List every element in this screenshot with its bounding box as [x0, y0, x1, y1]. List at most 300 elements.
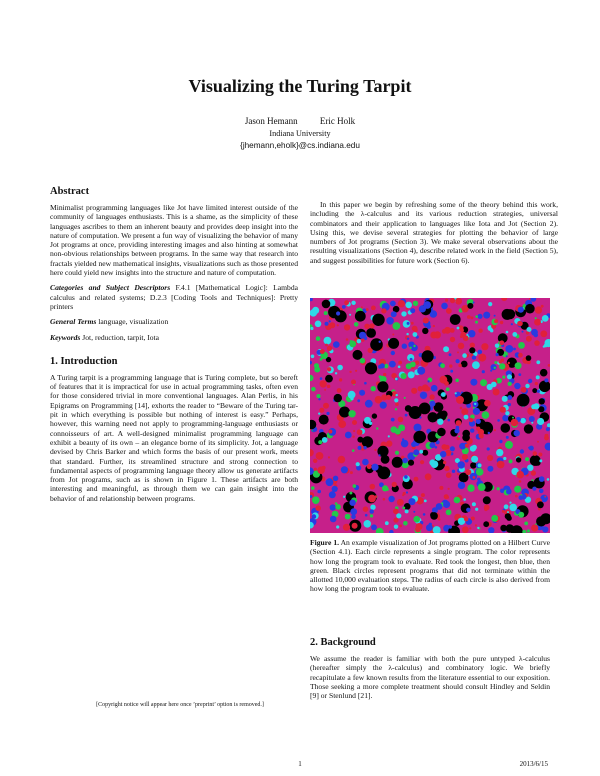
program-circle — [315, 321, 322, 328]
program-circle — [401, 440, 409, 448]
program-circle — [502, 309, 513, 320]
program-circle — [455, 298, 462, 305]
affiliation: Indiana University — [269, 129, 331, 138]
program-circle — [534, 319, 541, 326]
program-circle — [514, 430, 520, 436]
program-circle — [395, 428, 401, 434]
program-circle — [506, 489, 512, 495]
program-circle — [386, 440, 392, 446]
program-circle — [414, 328, 418, 332]
program-circle — [393, 509, 399, 515]
program-circle — [457, 327, 460, 330]
program-circle — [494, 319, 498, 323]
program-circle — [316, 394, 320, 398]
program-circle — [360, 358, 366, 364]
program-circle — [507, 395, 512, 400]
program-circle — [447, 496, 449, 498]
author-list — [0, 116, 600, 126]
program-circle — [517, 321, 523, 327]
program-circle — [355, 311, 366, 322]
program-circle — [534, 340, 540, 346]
keywords-block — [50, 333, 298, 342]
program-circle — [466, 508, 470, 512]
program-circle — [528, 379, 532, 383]
program-circle — [419, 403, 431, 415]
program-circle — [318, 413, 320, 415]
program-circle — [424, 500, 427, 503]
program-circle — [488, 302, 492, 306]
program-circle — [389, 361, 396, 368]
program-circle — [352, 449, 355, 452]
program-circle — [425, 473, 432, 480]
program-circle — [511, 323, 513, 325]
program-circle — [443, 461, 446, 464]
program-circle — [404, 475, 408, 479]
program-circle — [364, 382, 367, 385]
program-circle — [515, 495, 518, 498]
program-circle — [344, 324, 350, 330]
keywords-label: Keywords — [50, 332, 81, 342]
program-circle — [320, 377, 323, 380]
program-circle — [356, 462, 360, 466]
program-circle — [352, 523, 358, 529]
program-circle — [371, 524, 377, 530]
program-circle — [317, 490, 321, 494]
program-circle — [362, 436, 373, 447]
program-circle — [494, 367, 496, 369]
program-circle — [350, 471, 353, 474]
general-terms-text: language, visualization — [98, 317, 169, 327]
program-circle — [398, 361, 402, 365]
program-circle — [477, 314, 482, 319]
program-circle — [406, 333, 408, 335]
program-circle — [497, 487, 500, 490]
program-circle — [440, 451, 446, 457]
program-circle — [439, 486, 443, 490]
program-circle — [512, 332, 517, 337]
program-circle — [521, 387, 527, 393]
program-circle — [394, 398, 398, 402]
program-circle — [383, 373, 386, 376]
program-circle — [413, 516, 420, 523]
program-circle — [350, 397, 353, 400]
program-circle — [505, 411, 509, 415]
program-circle — [537, 418, 544, 425]
program-circle — [508, 382, 512, 386]
program-circle — [405, 414, 408, 417]
program-circle — [514, 383, 520, 389]
program-circle — [500, 525, 507, 532]
program-circle — [487, 384, 493, 390]
program-circle — [454, 428, 459, 433]
program-circle — [508, 403, 511, 406]
program-circle — [494, 361, 497, 364]
program-circle — [335, 372, 337, 374]
program-circle — [477, 527, 479, 529]
program-circle — [463, 498, 466, 501]
program-circle — [333, 341, 340, 348]
program-circle — [430, 332, 437, 339]
program-circle — [475, 508, 478, 511]
program-circle — [519, 495, 524, 500]
program-circle — [352, 436, 354, 438]
program-circle — [525, 457, 529, 461]
program-circle — [337, 365, 343, 371]
program-circle — [337, 388, 342, 393]
program-circle — [530, 455, 541, 466]
program-circle — [430, 512, 438, 520]
program-circle — [450, 446, 455, 451]
program-circle — [540, 369, 548, 377]
program-circle — [524, 522, 528, 526]
program-circle — [388, 435, 390, 437]
program-circle — [325, 375, 333, 383]
program-circle — [478, 483, 486, 491]
program-circle — [450, 314, 461, 325]
program-circle — [502, 510, 505, 513]
program-circle — [470, 343, 475, 348]
program-circle — [484, 400, 491, 407]
program-circle — [501, 298, 507, 301]
program-circle — [320, 358, 323, 361]
program-circle — [502, 376, 505, 379]
program-circle — [318, 440, 322, 444]
program-circle — [335, 504, 341, 510]
program-circle — [440, 411, 447, 418]
program-circle — [506, 355, 508, 357]
program-circle — [531, 329, 538, 336]
program-circle — [507, 511, 509, 513]
program-circle — [502, 415, 509, 422]
program-circle — [460, 407, 463, 410]
program-circle — [371, 306, 376, 311]
program-circle — [326, 412, 329, 415]
program-circle — [525, 304, 535, 314]
program-circle — [503, 457, 506, 460]
program-circle — [414, 477, 419, 482]
program-circle — [548, 364, 550, 367]
program-circle — [493, 389, 500, 396]
program-circle — [370, 338, 383, 351]
program-circle — [324, 337, 332, 345]
program-circle — [444, 466, 449, 471]
program-circle — [463, 335, 469, 341]
program-circle — [345, 514, 351, 520]
program-circle — [350, 508, 357, 515]
program-circle — [446, 472, 452, 478]
program-circle — [514, 486, 521, 493]
program-circle — [535, 306, 542, 313]
program-circle — [409, 498, 416, 505]
paper-title: Visualizing the Turing Tarpit — [188, 76, 412, 96]
program-circle — [517, 394, 530, 407]
program-circle — [378, 454, 380, 456]
program-circle — [388, 496, 394, 502]
program-circle — [516, 471, 524, 479]
program-circle — [311, 387, 316, 392]
program-circle — [476, 468, 484, 476]
program-circle — [457, 351, 459, 353]
program-circle — [460, 328, 464, 332]
program-circle — [362, 459, 369, 466]
program-circle — [537, 501, 544, 508]
program-circle — [547, 478, 550, 481]
program-circle — [352, 420, 357, 425]
program-circle — [386, 395, 391, 400]
program-circle — [394, 525, 398, 529]
program-circle — [410, 308, 415, 313]
program-circle — [461, 361, 468, 368]
program-circle — [354, 322, 359, 327]
program-circle — [339, 378, 342, 381]
program-circle — [423, 317, 429, 323]
program-circle — [408, 460, 414, 466]
program-circle — [542, 315, 549, 322]
program-circle — [402, 494, 404, 496]
program-circle — [322, 437, 328, 443]
program-circle — [377, 381, 388, 392]
left-column — [50, 186, 298, 503]
program-circle — [316, 336, 321, 341]
program-circle — [392, 334, 394, 336]
program-circle — [522, 530, 526, 533]
program-circle — [349, 492, 352, 495]
program-circle — [396, 513, 401, 518]
program-circle — [413, 332, 418, 337]
program-circle — [355, 370, 357, 372]
categories-text: F.4.1 [Mathematical Logic]: Lambda calculus and related systems; D.2.3 [Coding Tools and Techniques]: Pretty printers — [50, 283, 298, 311]
program-circle — [367, 464, 372, 469]
program-circle — [341, 466, 348, 473]
program-circle — [536, 375, 540, 379]
program-circle — [441, 303, 448, 310]
program-circle — [470, 428, 474, 432]
program-circle — [526, 336, 532, 342]
program-circle — [395, 378, 398, 381]
program-circle — [537, 390, 540, 393]
program-circle — [445, 299, 448, 302]
program-circle — [490, 329, 493, 332]
program-circle — [511, 419, 519, 427]
program-circle — [317, 466, 325, 474]
program-circle — [413, 301, 418, 306]
program-circle — [405, 302, 412, 309]
program-circle — [346, 338, 349, 341]
program-circle — [499, 363, 505, 369]
program-circle — [310, 449, 314, 456]
program-circle — [398, 417, 404, 423]
program-circle — [372, 314, 384, 326]
program-circle — [470, 446, 476, 452]
program-circle — [488, 432, 490, 434]
program-circle — [448, 419, 451, 422]
program-circle — [478, 350, 483, 355]
program-circle — [411, 388, 417, 394]
program-circle — [446, 387, 450, 391]
program-circle — [531, 471, 536, 476]
program-circle — [366, 308, 369, 311]
program-circle — [413, 431, 426, 444]
program-circle — [507, 374, 512, 379]
program-circle — [349, 500, 355, 506]
program-circle — [525, 384, 529, 388]
program-circle — [329, 491, 336, 498]
program-circle — [408, 371, 415, 378]
program-circle — [376, 528, 384, 533]
program-circle — [431, 385, 438, 392]
program-circle — [487, 447, 490, 450]
program-circle — [338, 420, 346, 428]
program-circle — [395, 402, 399, 406]
program-circle — [501, 423, 511, 433]
program-circle — [403, 521, 408, 526]
program-circle — [383, 498, 386, 501]
abstract-heading: Abstract — [50, 186, 90, 197]
program-circle — [527, 327, 532, 332]
program-circle — [462, 430, 470, 438]
program-circle — [482, 411, 490, 419]
program-circle — [404, 397, 406, 399]
program-circle — [460, 335, 463, 338]
program-circle — [415, 527, 421, 533]
program-circle — [541, 305, 544, 308]
program-circle — [363, 446, 366, 449]
program-circle — [361, 339, 364, 342]
page-number: 1 — [298, 760, 302, 768]
program-circle — [513, 348, 516, 351]
program-circle — [402, 458, 408, 464]
keywords-text: Jot, reduction, tarpit, Iota — [82, 332, 160, 342]
program-circle — [389, 530, 393, 533]
program-circle — [464, 517, 468, 521]
program-circle — [393, 518, 398, 523]
program-circle — [440, 363, 445, 368]
program-circle — [475, 315, 478, 318]
figure-label: Figure 1. — [310, 538, 340, 547]
program-circle — [420, 392, 427, 399]
program-circle — [419, 450, 423, 454]
program-circle — [370, 484, 376, 490]
program-circle — [314, 468, 317, 471]
program-circle — [522, 331, 524, 333]
program-circle — [379, 341, 381, 343]
figure-1-caption — [310, 538, 550, 594]
program-circle — [471, 456, 478, 463]
program-circle — [330, 516, 337, 523]
program-circle — [518, 353, 523, 358]
program-circle — [441, 392, 446, 397]
program-circle — [348, 410, 355, 417]
program-circle — [395, 408, 397, 410]
program-circle — [392, 482, 397, 487]
program-circle — [539, 398, 545, 404]
program-circle — [470, 379, 477, 386]
program-circle — [313, 459, 317, 463]
author-name: Jason Hemann — [244, 116, 298, 126]
program-circle — [334, 394, 342, 402]
program-circle — [382, 485, 388, 491]
program-circle — [397, 499, 404, 506]
program-circle — [509, 459, 513, 463]
program-circle — [484, 508, 488, 512]
program-circle — [490, 370, 492, 372]
program-circle — [315, 505, 321, 511]
program-circle — [537, 441, 539, 443]
program-circle — [319, 415, 329, 425]
program-circle — [327, 385, 331, 389]
program-circle — [369, 422, 372, 425]
program-circle — [327, 367, 331, 371]
program-circle — [545, 443, 550, 451]
program-circle — [429, 442, 435, 448]
program-circle — [454, 497, 461, 504]
program-circle — [314, 363, 319, 368]
program-circle — [369, 323, 374, 328]
program-circle — [546, 427, 550, 431]
program-circle — [458, 364, 461, 367]
program-circle — [328, 456, 330, 458]
program-circle — [476, 419, 481, 424]
general-terms-block — [50, 317, 298, 326]
program-circle — [499, 340, 504, 345]
program-circle — [395, 451, 399, 455]
program-circle — [390, 301, 396, 307]
background-section — [310, 637, 550, 700]
program-circle — [393, 322, 401, 330]
program-circle — [487, 455, 493, 461]
program-circle — [381, 308, 386, 313]
program-circle — [467, 484, 474, 491]
program-circle — [445, 448, 447, 450]
program-circle — [478, 329, 482, 333]
program-circle — [419, 416, 421, 418]
abstract-text: Minimalist programming languages like Jot have limited interest outside of the community of languages enthusiasts. This is a shame, as the simplicity of these languages ascribes to them an inherent beauty and provides deep insight into the nature of computation. We present a fun way of visualizing the behavior of many Jot programs at once, providing interesting images and also hinting at somewhat non-obvious relationships between programs. In the same way that research into fractals yielded new mathematical insights, visualizations such as those presented here could yield new insights into the structure and nature of computation. — [50, 203, 298, 278]
program-circle — [506, 436, 509, 439]
program-circle — [526, 355, 532, 361]
program-circle — [328, 430, 332, 434]
program-circle — [544, 496, 546, 498]
program-circle — [532, 487, 536, 491]
program-circle — [402, 507, 405, 510]
program-circle — [440, 376, 448, 384]
program-circle — [422, 450, 428, 456]
program-circle — [456, 359, 460, 363]
program-circle — [467, 303, 473, 309]
program-circle — [473, 302, 475, 304]
program-circle — [539, 489, 544, 494]
program-circle — [462, 526, 469, 533]
program-circle — [323, 403, 329, 409]
program-circle — [399, 525, 402, 528]
program-circle — [421, 493, 425, 497]
program-circle — [410, 347, 412, 349]
program-circle — [515, 362, 522, 369]
program-circle — [532, 388, 537, 393]
program-circle — [414, 424, 422, 432]
program-circle — [401, 373, 407, 379]
program-circle — [310, 327, 313, 330]
program-circle — [446, 308, 452, 314]
program-circle — [401, 311, 406, 316]
program-circle — [349, 371, 351, 373]
program-circle — [545, 434, 549, 438]
program-circle — [324, 389, 326, 391]
program-circle — [433, 325, 435, 327]
program-circle — [480, 379, 487, 386]
program-circle — [437, 428, 446, 437]
program-circle — [529, 446, 534, 451]
program-circle — [396, 394, 398, 396]
